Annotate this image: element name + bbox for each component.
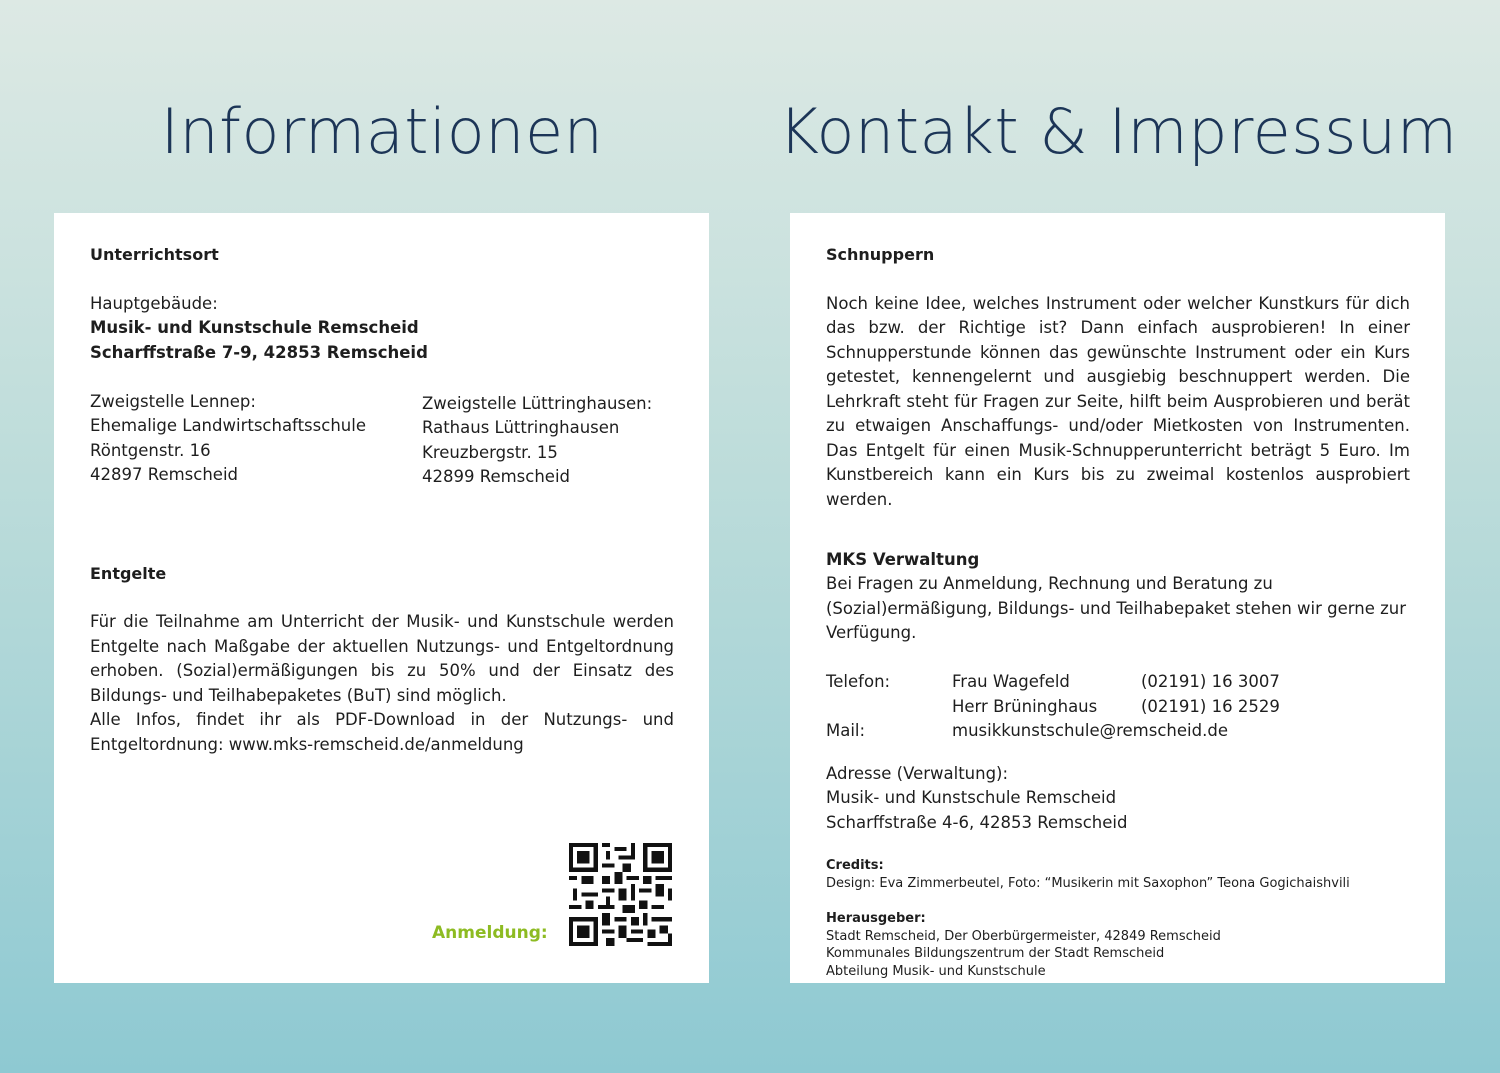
- branch-line: Ehemalige Landwirtschaftsschule: [90, 416, 366, 435]
- credits-text: Design: Eva Zimmerbeutel, Foto: “Musikerin mit Saxophon” Teona Gogichaishvili: [826, 875, 1350, 891]
- contact-name: Frau Wagefeld: [952, 672, 1070, 691]
- telefon-label: Telefon:: [826, 672, 891, 691]
- adresse-label: Adresse (Verwaltung):: [826, 763, 1009, 783]
- info-card: [54, 213, 709, 983]
- contact-row: [826, 695, 1410, 720]
- telefon-label-spacer: [826, 695, 952, 720]
- mail-link[interactable]: musikkunstschule@remscheid.de: [952, 721, 1228, 740]
- contact-card: [790, 213, 1445, 983]
- mail-row: [826, 719, 1410, 744]
- branch-lennep: [90, 390, 422, 490]
- credits-title: Credits:: [826, 858, 884, 873]
- branch-label: Zweigstelle Lüttringhausen:: [422, 393, 653, 413]
- registration-label: Anmeldung:: [432, 923, 548, 943]
- branch-line: 42897 Remscheid: [90, 465, 239, 484]
- entgelte-text: Für die Teilnahme am Unterricht der Musik- und Kunstschule werden Entgelte nach Maßgabe der aktuellen Nutzungs- und Entgeltordnung erhoben. (Sozial)ermäßigungen bis zu 50% und der Einsatz des Bildungs- und Teilhabepaketes (BuT) sind möglich.: [90, 612, 674, 705]
- branches: [90, 390, 674, 490]
- section-title-entgelte: Entgelte: [90, 563, 167, 583]
- contact-row: [826, 670, 1410, 695]
- herausgeber-title: Herausgeber:: [826, 911, 926, 926]
- heading-kontakt-impressum: Kontakt & Impressum: [778, 95, 1458, 168]
- section-title-verwaltung: MKS Verwaltung: [826, 550, 980, 569]
- contact-phone[interactable]: (02191) 16 2529: [1141, 696, 1280, 716]
- herausgeber-line: Kommunales Bildungszentrum der Stadt Remscheid: [826, 946, 1165, 961]
- contact-name: Herr Brüninghaus: [952, 696, 1098, 716]
- main-building-name: Musik- und Kunstschule Remscheid: [90, 318, 419, 337]
- branch-line: 42899 Remscheid: [422, 467, 571, 486]
- schnuppern-text: Noch keine Idee, welches Instrument oder welcher Kunstkurs für dich das bzw. der Richtige ist? Dann einfach ausprobieren! In einer Schnupperstunde können das gewünschte Instrument oder ein Kurs getestet, kennengelernt und ausgiebig beschnuppert werden. Die Lehrkraft steht für Fragen zur Seite, hilft beim Ausprobieren und berät zu etwaigen Anschaffungs- und/oder Mietkosten von Instrumenten. Das Entgelt für einen Musik-Schnupperunterricht beträgt 5 Euro. Im Kunstbereich kann ein Kurs bis zu zweimal kostenlos ausprobiert werden.: [826, 293, 1410, 509]
- section-title-unterrichtsort: Unterrichtsort: [90, 245, 219, 264]
- qr-code-icon[interactable]: [569, 843, 672, 946]
- main-building-label: Hauptgebäude:: [90, 293, 218, 313]
- adresse-street: Scharffstraße 4-6, 42853 Remscheid: [826, 812, 1128, 832]
- branch-label: Zweigstelle Lennep:: [90, 391, 256, 411]
- branch-luettringhausen: [422, 390, 652, 490]
- section-title-schnuppern: Schnuppern: [826, 245, 935, 264]
- contact-phone[interactable]: (02191) 16 3007: [1141, 672, 1280, 691]
- adresse-name: Musik- und Kunstschule Remscheid: [826, 788, 1117, 807]
- mail-label: Mail:: [826, 721, 866, 740]
- herausgeber-line: Abteilung Musik- und Kunstschule: [826, 963, 1046, 979]
- main-building-address: Scharffstraße 7-9, 42853 Remscheid: [90, 342, 428, 362]
- branch-line: Rathaus Lüttringhausen: [422, 418, 620, 437]
- branch-line: Röntgenstr. 16: [90, 440, 211, 460]
- verwaltung-text: Bei Fragen zu Anmeldung, Rechnung und Beratung zu (Sozial)ermäßigung, Bildungs- und Teilhabepaket stehen wir gerne zur Verfügung.: [826, 574, 1407, 642]
- branch-line: Kreuzbergstr. 15: [422, 442, 558, 462]
- registration-area: [432, 843, 682, 948]
- entgelte-download-text: Alle Infos, findet ihr als PDF-Download in der Nutzungs- und Entgeltordnung: www.mks-remscheid.de/anmeldung: [90, 710, 674, 754]
- heading-informationen: Informationen: [160, 95, 604, 168]
- herausgeber-line: Stadt Remscheid, Der Oberbürgermeister, 42849 Remscheid: [826, 928, 1221, 944]
